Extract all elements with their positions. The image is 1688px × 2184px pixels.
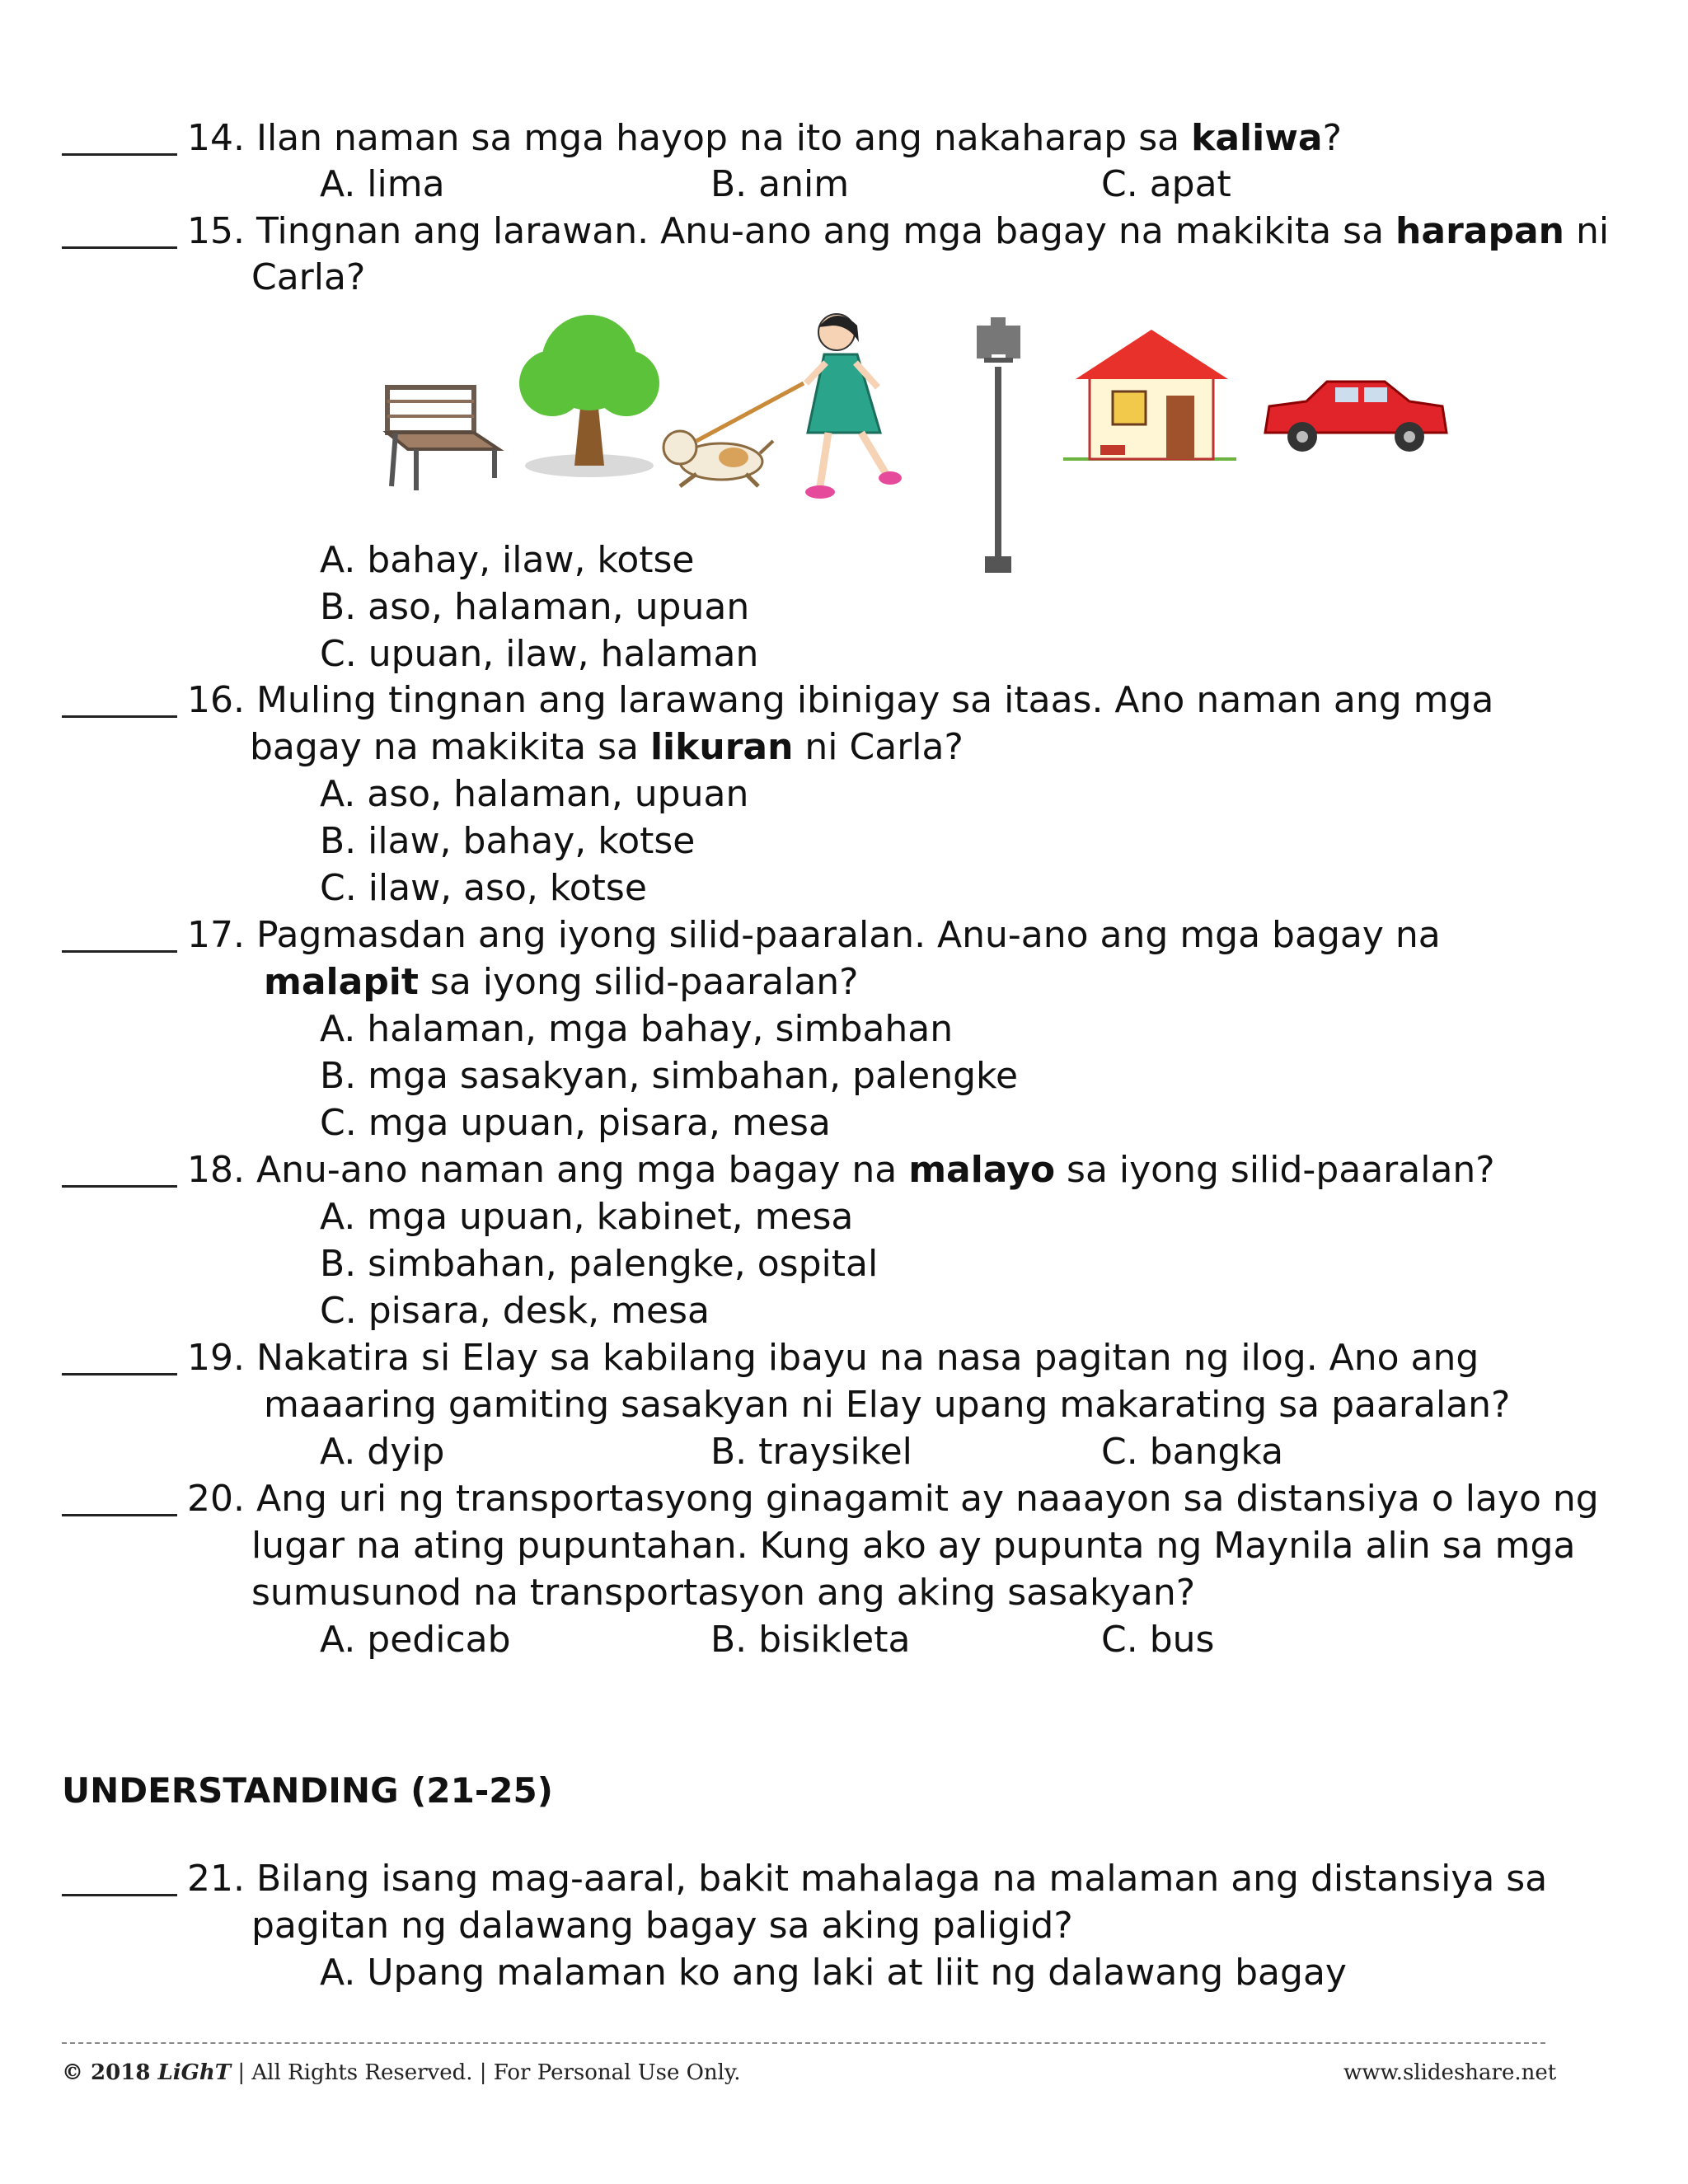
- question-17: 17. Pagmasdan ang iyong silid-paaralan. Anu-ano ang mga bagay na: [187, 914, 1441, 956]
- q15-option-b: B. aso, halaman, upuan: [320, 586, 750, 628]
- girl-icon: [805, 314, 902, 499]
- question-15-line2: Carla?: [251, 256, 366, 298]
- question-14: 14. Ilan naman sa mga hayop na ito ang nakaharap sa kaliwa?: [187, 117, 1342, 159]
- car-icon: [1265, 382, 1447, 452]
- answer-blank-17[interactable]: [62, 950, 177, 953]
- q18-option-b: B. simbahan, palengke, ospital: [320, 1243, 879, 1285]
- answer-blank-20[interactable]: [62, 1514, 177, 1516]
- q14-option-c: C. apat: [1101, 163, 1231, 205]
- footer-divider: [62, 2042, 1545, 2044]
- q17-option-b: B. mga sasakyan, simbahan, palengke: [320, 1055, 1019, 1097]
- street-lamp-icon: [977, 317, 1020, 573]
- bench-icon: [387, 387, 499, 490]
- answer-blank-21[interactable]: [62, 1894, 177, 1896]
- q15-option-c: C. upuan, ilaw, halaman: [320, 633, 759, 675]
- answer-blank-16[interactable]: [62, 715, 177, 718]
- question-16-line2: bagay na makikita sa likuran ni Carla?: [250, 726, 964, 768]
- question-17-line2: malapit sa iyong silid-paaralan?: [264, 961, 859, 1003]
- q14-option-b: B. anim: [710, 163, 850, 205]
- dog-icon: [663, 431, 773, 486]
- answer-blank-19[interactable]: [62, 1373, 177, 1376]
- question-20: 20. Ang uri ng transportasyong ginagamit ay naaayon sa distansiya o layo ng: [187, 1478, 1599, 1520]
- q20-option-c: C. bus: [1101, 1619, 1215, 1661]
- answer-blank-14[interactable]: [62, 153, 177, 156]
- q16-option-b: B. ilaw, bahay, kotse: [320, 820, 696, 862]
- answer-blank-18[interactable]: [62, 1185, 177, 1188]
- q19-option-b: B. traysikel: [710, 1431, 912, 1473]
- q17-option-c: C. mga upuan, pisara, mesa: [320, 1102, 831, 1144]
- answer-blank-15[interactable]: [62, 246, 177, 249]
- question-21-line2: pagitan ng dalawang bagay sa aking paligid?: [251, 1905, 1073, 1947]
- footer-copyright: © 2018 LiGhT | All Rights Reserved. | For Personal Use Only.: [62, 2060, 741, 2085]
- question-19-line2: maaaring gamiting sasakyan ni Elay upang makarating sa paaralan?: [264, 1384, 1511, 1426]
- q20-option-b: B. bisikleta: [710, 1619, 911, 1661]
- q16-option-a: A. aso, halaman, upuan: [320, 773, 749, 815]
- q21-option-a: A. Upang malaman ko ang laki at liit ng dalawang bagay: [320, 1952, 1347, 1994]
- question-18: 18. Anu-ano naman ang mga bagay na malayo sa iyong silid-paaralan?: [187, 1149, 1495, 1191]
- q17-option-a: A. halaman, mga bahay, simbahan: [320, 1008, 954, 1050]
- q19-option-c: C. bangka: [1101, 1431, 1284, 1473]
- q20-option-a: A. pedicab: [320, 1619, 511, 1661]
- question-15: 15. Tingnan ang larawan. Anu-ano ang mga bagay na makikita sa harapan ni: [187, 210, 1610, 252]
- footer-site[interactable]: www.slideshare.net: [1343, 2060, 1557, 2085]
- q15-option-a: A. bahay, ilaw, kotse: [320, 539, 695, 581]
- section-title: UNDERSTANDING (21-25): [62, 1770, 553, 1811]
- tree-icon: [519, 315, 659, 477]
- q16-option-c: C. ilaw, aso, kotse: [320, 867, 647, 909]
- house-icon: [1063, 330, 1236, 459]
- q19-option-a: A. dyip: [320, 1431, 445, 1473]
- question-20-line3: sumusunod na transportasyon ang aking sasakyan?: [251, 1572, 1196, 1614]
- question-21: 21. Bilang isang mag-aaral, bakit mahalaga na malaman ang distansiya sa: [187, 1858, 1548, 1900]
- question-19: 19. Nakatira si Elay sa kabilang ibayu na nasa pagitan ng ilog. Ano ang: [187, 1337, 1479, 1379]
- question-20-line2: lugar na ating pupuntahan. Kung ako ay pupunta ng Maynila alin sa mga: [251, 1525, 1576, 1567]
- question-16: 16. Muling tingnan ang larawang ibinigay sa itaas. Ano naman ang mga: [187, 679, 1494, 721]
- q18-option-c: C. pisara, desk, mesa: [320, 1290, 710, 1332]
- q18-option-a: A. mga upuan, kabinet, mesa: [320, 1196, 854, 1238]
- leash-icon: [696, 383, 804, 441]
- q14-option-a: A. lima: [320, 163, 445, 205]
